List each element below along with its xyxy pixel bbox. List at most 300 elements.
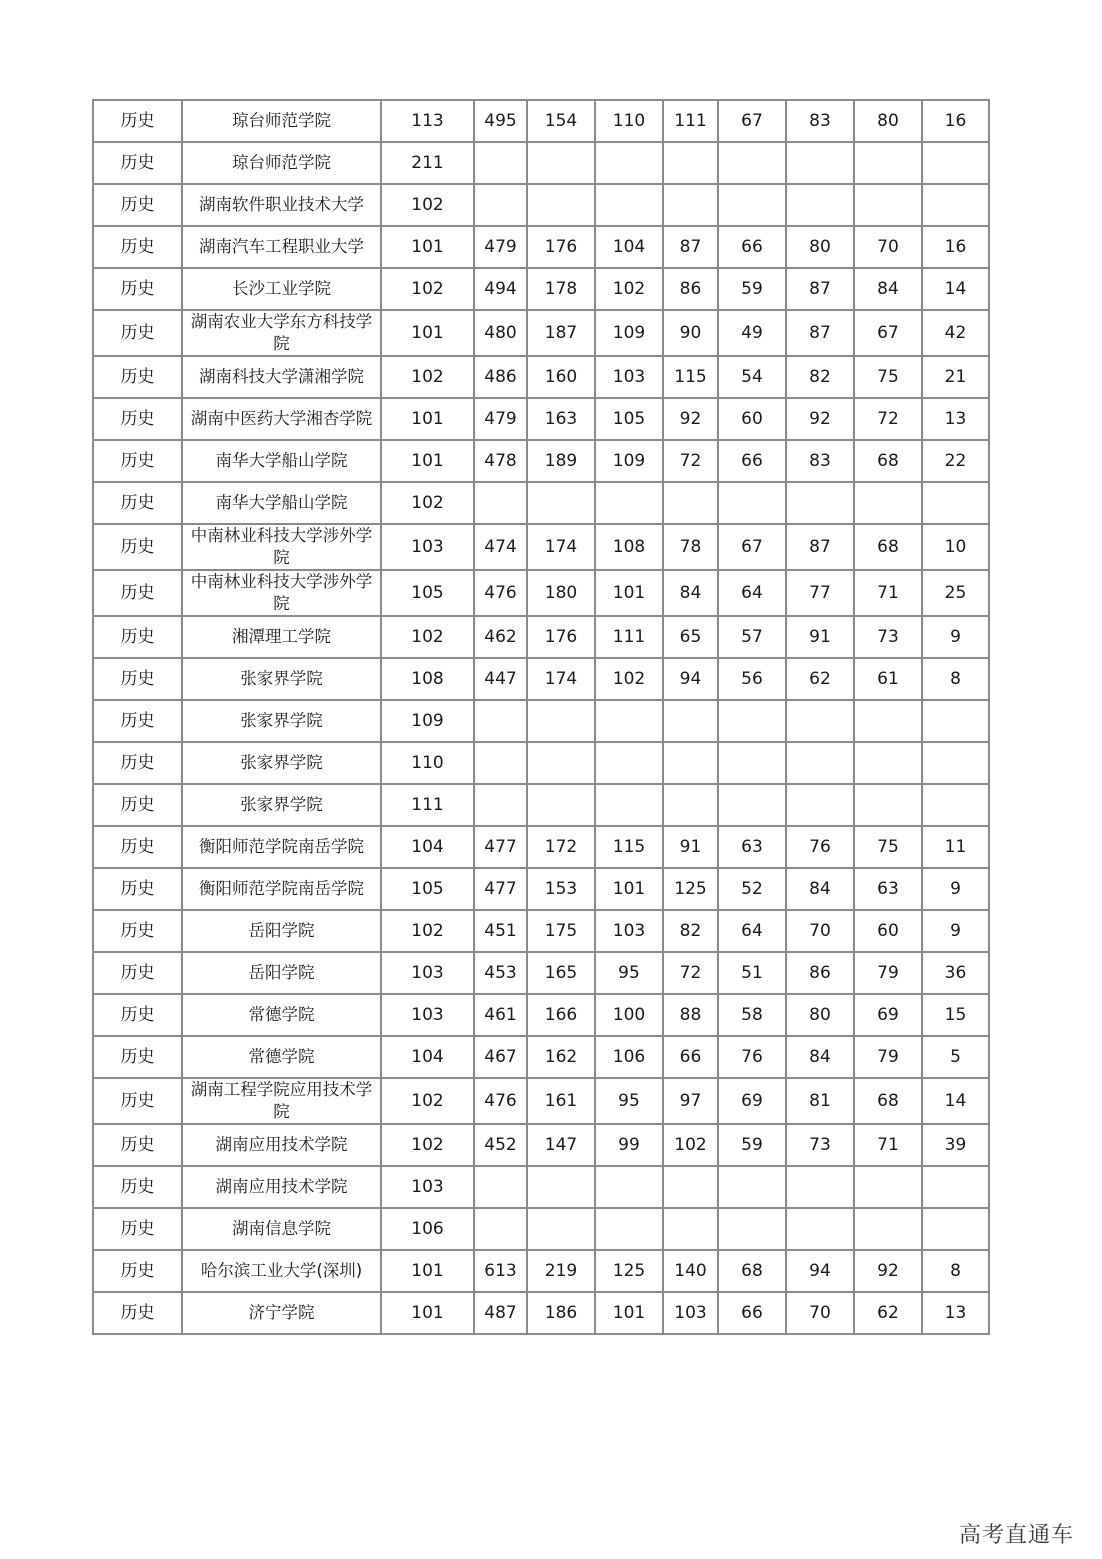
score-col-10-cell: 68 <box>854 524 922 570</box>
score-col-7-cell: 86 <box>663 268 718 310</box>
score-col-11-cell: 10 <box>922 524 989 570</box>
score-col-7-cell: 78 <box>663 524 718 570</box>
score-col-10-cell: 79 <box>854 952 922 994</box>
score-col-7-cell: 90 <box>663 310 718 356</box>
score-col-5-cell: 153 <box>527 868 595 910</box>
score-col-10-cell: 67 <box>854 310 922 356</box>
major-group-cell: 105 <box>381 570 474 616</box>
score-col-10-cell: 75 <box>854 826 922 868</box>
score-col-7-cell: 87 <box>663 226 718 268</box>
school-name-cell: 张家界学院 <box>182 742 381 784</box>
score-col-5-cell <box>527 784 595 826</box>
score-col-10-cell <box>854 482 922 524</box>
score-col-11-cell <box>922 1208 989 1250</box>
major-group-cell: 105 <box>381 868 474 910</box>
major-group-cell: 108 <box>381 658 474 700</box>
score-col-11-cell <box>922 142 989 184</box>
total-score-cell <box>474 184 527 226</box>
table-row <box>93 1208 989 1250</box>
school-name-cell: 衡阳师范学院南岳学院 <box>182 868 381 910</box>
table-row <box>93 1166 989 1208</box>
subject-cell: 历史 <box>93 1166 182 1208</box>
score-col-5-cell <box>527 742 595 784</box>
subject-cell: 历史 <box>93 658 182 700</box>
score-col-8-cell: 63 <box>718 826 786 868</box>
school-name-cell: 张家界学院 <box>182 700 381 742</box>
score-col-8-cell <box>718 742 786 784</box>
total-score-cell: 478 <box>474 440 527 482</box>
subject-cell: 历史 <box>93 398 182 440</box>
major-group-cell: 211 <box>381 142 474 184</box>
total-score-cell: 494 <box>474 268 527 310</box>
score-col-9-cell: 70 <box>786 910 854 952</box>
score-col-8-cell: 51 <box>718 952 786 994</box>
score-col-5-cell: 189 <box>527 440 595 482</box>
major-group-cell: 104 <box>381 826 474 868</box>
score-col-5-cell: 180 <box>527 570 595 616</box>
score-col-6-cell: 105 <box>595 398 663 440</box>
score-col-8-cell: 56 <box>718 658 786 700</box>
score-col-9-cell: 62 <box>786 658 854 700</box>
major-group-cell: 101 <box>381 440 474 482</box>
total-score-cell: 476 <box>474 1078 527 1124</box>
score-col-10-cell <box>854 742 922 784</box>
total-score-cell: 451 <box>474 910 527 952</box>
table-row <box>93 142 989 184</box>
score-col-7-cell <box>663 184 718 226</box>
score-col-7-cell: 103 <box>663 1292 718 1334</box>
score-col-5-cell: 176 <box>527 226 595 268</box>
score-col-7-cell: 88 <box>663 994 718 1036</box>
score-col-8-cell: 66 <box>718 226 786 268</box>
score-col-10-cell <box>854 700 922 742</box>
score-col-6-cell: 109 <box>595 440 663 482</box>
score-col-7-cell <box>663 1208 718 1250</box>
total-score-cell <box>474 482 527 524</box>
subject-cell: 历史 <box>93 570 182 616</box>
total-score-cell: 486 <box>474 356 527 398</box>
table-row <box>93 440 989 482</box>
subject-cell: 历史 <box>93 868 182 910</box>
score-col-5-cell: 162 <box>527 1036 595 1078</box>
score-col-5-cell <box>527 1208 595 1250</box>
score-col-5-cell <box>527 700 595 742</box>
score-col-5-cell <box>527 142 595 184</box>
subject-cell: 历史 <box>93 616 182 658</box>
total-score-cell: 495 <box>474 100 527 142</box>
score-col-11-cell: 13 <box>922 398 989 440</box>
total-score-cell: 467 <box>474 1036 527 1078</box>
score-col-5-cell: 154 <box>527 100 595 142</box>
score-col-7-cell <box>663 700 718 742</box>
major-group-cell: 101 <box>381 1250 474 1292</box>
score-col-9-cell: 87 <box>786 268 854 310</box>
score-col-8-cell <box>718 184 786 226</box>
total-score-cell: 477 <box>474 868 527 910</box>
major-group-cell: 102 <box>381 1124 474 1166</box>
score-col-11-cell: 25 <box>922 570 989 616</box>
score-col-9-cell: 77 <box>786 570 854 616</box>
major-group-cell: 103 <box>381 1166 474 1208</box>
score-col-8-cell: 67 <box>718 524 786 570</box>
subject-cell: 历史 <box>93 826 182 868</box>
score-col-9-cell: 84 <box>786 868 854 910</box>
subject-cell: 历史 <box>93 994 182 1036</box>
total-score-cell: 461 <box>474 994 527 1036</box>
school-name-cell: 中南林业科技大学涉外学院 <box>182 570 381 616</box>
subject-cell: 历史 <box>93 1292 182 1334</box>
score-col-11-cell <box>922 700 989 742</box>
major-group-cell: 103 <box>381 524 474 570</box>
school-name-cell: 南华大学船山学院 <box>182 482 381 524</box>
major-group-cell: 110 <box>381 742 474 784</box>
score-col-9-cell: 87 <box>786 524 854 570</box>
score-col-5-cell: 174 <box>527 524 595 570</box>
score-col-6-cell: 103 <box>595 356 663 398</box>
score-col-6-cell <box>595 784 663 826</box>
major-group-cell: 101 <box>381 398 474 440</box>
score-col-11-cell: 16 <box>922 226 989 268</box>
table-row <box>93 868 989 910</box>
score-col-10-cell: 92 <box>854 1250 922 1292</box>
score-col-10-cell: 70 <box>854 226 922 268</box>
score-col-7-cell: 115 <box>663 356 718 398</box>
school-name-cell: 湖南农业大学东方科技学院 <box>182 310 381 356</box>
subject-cell: 历史 <box>93 268 182 310</box>
score-col-6-cell: 101 <box>595 570 663 616</box>
table-row <box>93 184 989 226</box>
score-col-6-cell: 111 <box>595 616 663 658</box>
score-col-7-cell: 97 <box>663 1078 718 1124</box>
score-col-9-cell <box>786 742 854 784</box>
score-col-6-cell: 125 <box>595 1250 663 1292</box>
score-col-8-cell <box>718 700 786 742</box>
score-col-10-cell: 60 <box>854 910 922 952</box>
score-col-11-cell: 14 <box>922 1078 989 1124</box>
subject-cell: 历史 <box>93 1036 182 1078</box>
score-col-6-cell: 103 <box>595 910 663 952</box>
total-score-cell: 477 <box>474 826 527 868</box>
score-col-5-cell <box>527 482 595 524</box>
total-score-cell <box>474 700 527 742</box>
score-col-9-cell: 83 <box>786 100 854 142</box>
table-row <box>93 742 989 784</box>
subject-cell: 历史 <box>93 226 182 268</box>
score-col-11-cell: 11 <box>922 826 989 868</box>
major-group-cell: 102 <box>381 616 474 658</box>
score-col-8-cell: 64 <box>718 910 786 952</box>
school-name-cell: 湖南汽车工程职业大学 <box>182 226 381 268</box>
score-col-9-cell: 84 <box>786 1036 854 1078</box>
score-col-9-cell: 94 <box>786 1250 854 1292</box>
major-group-cell: 101 <box>381 226 474 268</box>
score-col-9-cell: 73 <box>786 1124 854 1166</box>
table-row <box>93 658 989 700</box>
score-col-7-cell: 140 <box>663 1250 718 1292</box>
score-col-7-cell: 111 <box>663 100 718 142</box>
school-name-cell: 湖南科技大学潇湘学院 <box>182 356 381 398</box>
score-col-8-cell: 49 <box>718 310 786 356</box>
total-score-cell <box>474 1166 527 1208</box>
score-col-10-cell: 71 <box>854 1124 922 1166</box>
subject-cell: 历史 <box>93 1250 182 1292</box>
score-col-9-cell: 70 <box>786 1292 854 1334</box>
table-row <box>93 1124 989 1166</box>
score-col-9-cell <box>786 784 854 826</box>
score-col-6-cell: 100 <box>595 994 663 1036</box>
subject-cell: 历史 <box>93 356 182 398</box>
score-col-6-cell <box>595 1166 663 1208</box>
school-name-cell: 湖南应用技术学院 <box>182 1124 381 1166</box>
score-col-6-cell <box>595 1208 663 1250</box>
score-col-10-cell: 72 <box>854 398 922 440</box>
school-name-cell: 湘潭理工学院 <box>182 616 381 658</box>
score-col-5-cell: 172 <box>527 826 595 868</box>
total-score-cell: 487 <box>474 1292 527 1334</box>
score-col-6-cell: 108 <box>595 524 663 570</box>
score-col-6-cell: 110 <box>595 100 663 142</box>
score-col-11-cell <box>922 1166 989 1208</box>
score-col-10-cell <box>854 1208 922 1250</box>
major-group-cell: 102 <box>381 356 474 398</box>
table-row <box>93 1036 989 1078</box>
school-name-cell: 常德学院 <box>182 1036 381 1078</box>
major-group-cell: 102 <box>381 482 474 524</box>
table-row <box>93 826 989 868</box>
score-col-7-cell: 91 <box>663 826 718 868</box>
score-col-7-cell <box>663 482 718 524</box>
score-col-7-cell: 84 <box>663 570 718 616</box>
school-name-cell: 湖南信息学院 <box>182 1208 381 1250</box>
score-col-8-cell: 59 <box>718 1124 786 1166</box>
score-col-6-cell <box>595 700 663 742</box>
subject-cell: 历史 <box>93 784 182 826</box>
subject-cell: 历史 <box>93 184 182 226</box>
school-name-cell: 湖南中医药大学湘杏学院 <box>182 398 381 440</box>
score-col-5-cell <box>527 184 595 226</box>
score-col-8-cell: 58 <box>718 994 786 1036</box>
table-row <box>93 1078 989 1124</box>
table-body <box>93 100 989 1334</box>
major-group-cell: 103 <box>381 952 474 994</box>
score-col-6-cell: 104 <box>595 226 663 268</box>
score-col-8-cell: 69 <box>718 1078 786 1124</box>
score-col-9-cell: 82 <box>786 356 854 398</box>
score-col-11-cell: 36 <box>922 952 989 994</box>
score-col-7-cell: 72 <box>663 440 718 482</box>
score-col-9-cell: 81 <box>786 1078 854 1124</box>
total-score-cell: 453 <box>474 952 527 994</box>
school-name-cell: 湖南应用技术学院 <box>182 1166 381 1208</box>
score-col-8-cell: 57 <box>718 616 786 658</box>
score-col-11-cell: 16 <box>922 100 989 142</box>
score-col-10-cell: 75 <box>854 356 922 398</box>
total-score-cell: 476 <box>474 570 527 616</box>
score-col-8-cell: 67 <box>718 100 786 142</box>
score-col-6-cell <box>595 184 663 226</box>
major-group-cell: 104 <box>381 1036 474 1078</box>
score-col-7-cell <box>663 1166 718 1208</box>
score-col-10-cell <box>854 1166 922 1208</box>
table-row <box>93 952 989 994</box>
score-col-11-cell: 14 <box>922 268 989 310</box>
subject-cell: 历史 <box>93 742 182 784</box>
score-col-5-cell: 178 <box>527 268 595 310</box>
score-col-11-cell: 8 <box>922 1250 989 1292</box>
score-col-10-cell: 61 <box>854 658 922 700</box>
major-group-cell: 101 <box>381 1292 474 1334</box>
score-col-9-cell: 80 <box>786 226 854 268</box>
score-col-6-cell <box>595 482 663 524</box>
subject-cell: 历史 <box>93 1124 182 1166</box>
major-group-cell: 103 <box>381 994 474 1036</box>
subject-cell: 历史 <box>93 440 182 482</box>
score-col-8-cell: 60 <box>718 398 786 440</box>
score-col-8-cell <box>718 482 786 524</box>
score-col-10-cell: 71 <box>854 570 922 616</box>
score-col-9-cell: 92 <box>786 398 854 440</box>
score-col-10-cell <box>854 142 922 184</box>
score-col-11-cell: 9 <box>922 868 989 910</box>
score-col-6-cell: 102 <box>595 658 663 700</box>
major-group-cell: 102 <box>381 910 474 952</box>
score-col-9-cell <box>786 184 854 226</box>
subject-cell: 历史 <box>93 100 182 142</box>
major-group-cell: 109 <box>381 700 474 742</box>
score-col-6-cell: 95 <box>595 1078 663 1124</box>
score-col-11-cell: 21 <box>922 356 989 398</box>
subject-cell: 历史 <box>93 482 182 524</box>
score-col-9-cell: 80 <box>786 994 854 1036</box>
table-row <box>93 356 989 398</box>
score-col-11-cell <box>922 184 989 226</box>
score-col-9-cell <box>786 482 854 524</box>
score-col-10-cell: 73 <box>854 616 922 658</box>
score-col-7-cell: 92 <box>663 398 718 440</box>
subject-cell: 历史 <box>93 1078 182 1124</box>
score-col-10-cell <box>854 784 922 826</box>
score-col-7-cell <box>663 784 718 826</box>
score-col-11-cell <box>922 742 989 784</box>
subject-cell: 历史 <box>93 910 182 952</box>
score-col-5-cell: 186 <box>527 1292 595 1334</box>
score-col-6-cell: 115 <box>595 826 663 868</box>
score-col-10-cell: 80 <box>854 100 922 142</box>
score-col-7-cell: 102 <box>663 1124 718 1166</box>
table-row <box>93 616 989 658</box>
score-col-10-cell: 84 <box>854 268 922 310</box>
score-col-6-cell: 101 <box>595 868 663 910</box>
score-col-8-cell: 66 <box>718 1292 786 1334</box>
score-col-5-cell: 175 <box>527 910 595 952</box>
score-col-10-cell: 62 <box>854 1292 922 1334</box>
table-row <box>93 398 989 440</box>
score-col-5-cell: 176 <box>527 616 595 658</box>
score-col-10-cell: 69 <box>854 994 922 1036</box>
school-name-cell: 南华大学船山学院 <box>182 440 381 482</box>
table-row <box>93 482 989 524</box>
total-score-cell <box>474 1208 527 1250</box>
score-col-7-cell <box>663 142 718 184</box>
total-score-cell: 447 <box>474 658 527 700</box>
score-col-6-cell: 99 <box>595 1124 663 1166</box>
score-col-11-cell: 13 <box>922 1292 989 1334</box>
school-name-cell: 张家界学院 <box>182 784 381 826</box>
score-col-8-cell <box>718 142 786 184</box>
score-col-11-cell: 22 <box>922 440 989 482</box>
table-row <box>93 100 989 142</box>
school-name-cell: 琼台师范学院 <box>182 142 381 184</box>
score-col-6-cell: 106 <box>595 1036 663 1078</box>
score-col-11-cell: 5 <box>922 1036 989 1078</box>
score-col-11-cell <box>922 482 989 524</box>
score-col-10-cell: 68 <box>854 1078 922 1124</box>
table-row <box>93 524 989 570</box>
score-col-11-cell: 15 <box>922 994 989 1036</box>
score-col-9-cell <box>786 1166 854 1208</box>
score-col-9-cell: 83 <box>786 440 854 482</box>
table-row <box>93 1250 989 1292</box>
score-col-10-cell <box>854 184 922 226</box>
subject-cell: 历史 <box>93 524 182 570</box>
total-score-cell <box>474 742 527 784</box>
table-row <box>93 784 989 826</box>
table-row <box>93 310 989 356</box>
score-col-8-cell: 66 <box>718 440 786 482</box>
score-col-7-cell <box>663 742 718 784</box>
score-col-7-cell: 125 <box>663 868 718 910</box>
subject-cell: 历史 <box>93 310 182 356</box>
score-col-6-cell: 102 <box>595 268 663 310</box>
total-score-cell: 479 <box>474 226 527 268</box>
school-name-cell: 岳阳学院 <box>182 952 381 994</box>
school-name-cell: 长沙工业学院 <box>182 268 381 310</box>
score-col-6-cell <box>595 742 663 784</box>
score-col-8-cell: 52 <box>718 868 786 910</box>
school-name-cell: 湖南软件职业技术大学 <box>182 184 381 226</box>
score-col-10-cell: 63 <box>854 868 922 910</box>
table-row <box>93 910 989 952</box>
subject-cell: 历史 <box>93 700 182 742</box>
score-col-10-cell: 68 <box>854 440 922 482</box>
score-col-10-cell: 79 <box>854 1036 922 1078</box>
score-col-7-cell: 65 <box>663 616 718 658</box>
score-col-5-cell: 165 <box>527 952 595 994</box>
score-col-7-cell: 66 <box>663 1036 718 1078</box>
major-group-cell: 101 <box>381 310 474 356</box>
score-col-5-cell: 163 <box>527 398 595 440</box>
score-col-11-cell: 9 <box>922 616 989 658</box>
total-score-cell: 452 <box>474 1124 527 1166</box>
score-col-7-cell: 72 <box>663 952 718 994</box>
score-col-8-cell: 68 <box>718 1250 786 1292</box>
score-col-5-cell: 147 <box>527 1124 595 1166</box>
score-col-9-cell: 76 <box>786 826 854 868</box>
score-col-9-cell: 86 <box>786 952 854 994</box>
score-col-11-cell: 39 <box>922 1124 989 1166</box>
subject-cell: 历史 <box>93 1208 182 1250</box>
table-row <box>93 994 989 1036</box>
admission-score-table <box>92 99 990 1335</box>
watermark-text: 高考直通车 <box>958 1523 1074 1548</box>
score-col-5-cell: 219 <box>527 1250 595 1292</box>
score-col-5-cell: 187 <box>527 310 595 356</box>
score-col-5-cell <box>527 1166 595 1208</box>
major-group-cell: 113 <box>381 100 474 142</box>
school-name-cell: 岳阳学院 <box>182 910 381 952</box>
subject-cell: 历史 <box>93 142 182 184</box>
major-group-cell: 102 <box>381 1078 474 1124</box>
